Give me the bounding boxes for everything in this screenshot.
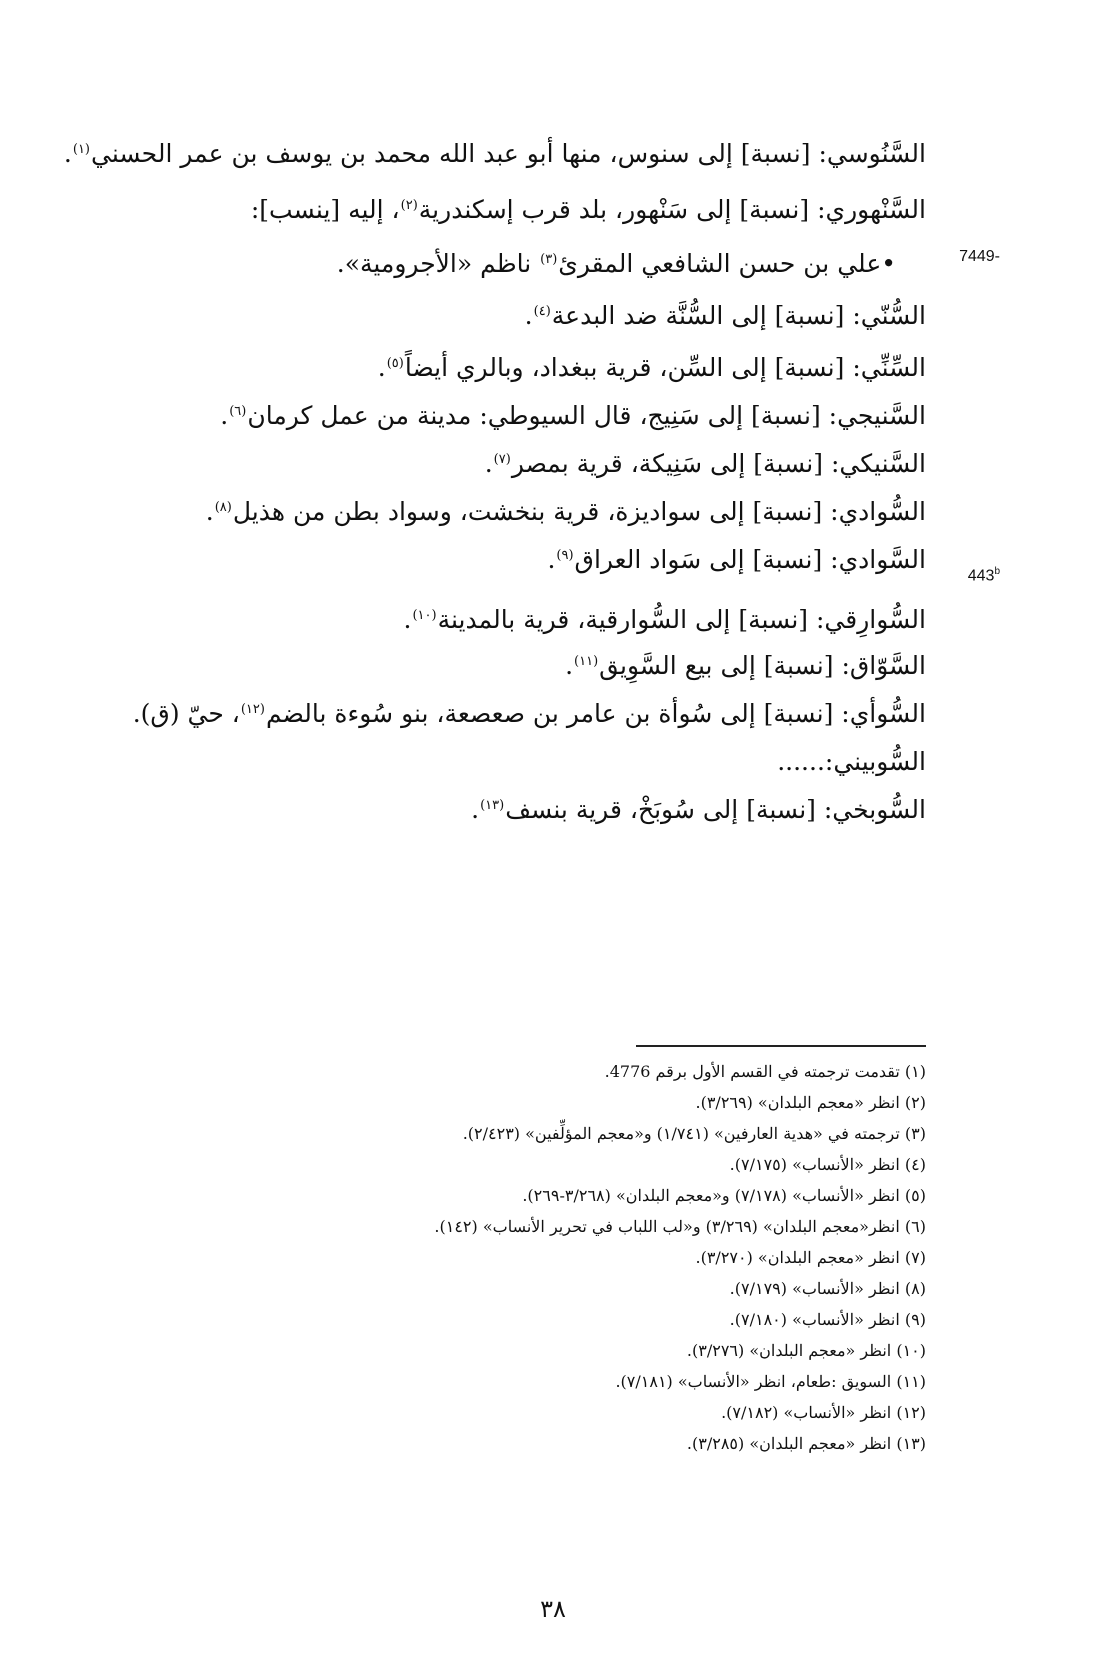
entry-sawwaq: السَّوّاق: [نسبة] إلى بيع السَّوِيق$^{(١١)}$.: [565, 651, 926, 680]
entry-sinni: السِّنِّي: [نسبة] إلى السِّن، قرية ببغداد، وبالري أيضاً$^{(٥)}$.: [377, 353, 926, 382]
entry-sanhuri: السَّنْهوري: [نسبة] إلى سَنْهور، بلد قرب إسكندرية$^{(٢)}$، إليه [ينسب]:: [250, 195, 926, 224]
entry-subini: السُّوبيني:......: [777, 747, 926, 776]
entry-sunni: السُّنّي: [نسبة] إلى السُّنَّة ضد البدعة$^{(٤)}$.: [524, 301, 926, 330]
entry-suwadi: السُّوادي: [نسبة] إلى سواديزة، قرية بنخشت، وسواد بطن من هذيل$^{(٨)}$.: [205, 497, 926, 526]
footnote-5: (٥) انظر «الأنساب» (٧/١٧٨) و«معجم البلدان» (٣/٢٦٨-٢٦٩).: [522, 1186, 926, 1205]
footnote-6: (٦) انظر«معجم البلدان» (٣/٢٦٩) و«لب اللباب في تحرير الأنساب» (١٤٢).: [434, 1217, 926, 1236]
footnote-3: (٣) ترجمته في «هدية العارفين» (١/٧٤١) و«معجم المؤلِّفين» (٢/٤٢٣).: [462, 1124, 926, 1143]
entry-ali-bin-hasan: •علي بن حسن الشافعي المقرئ$^{(٣)}$ ناظم «الأجرومية».: [336, 249, 896, 278]
entry-number-marker: 7449-: [959, 248, 1000, 265]
page-number: ٣٨: [540, 1595, 566, 1623]
footnote-1: (١) تقدمت ترجمته في القسم الأول برقم 4776.: [604, 1062, 926, 1081]
footnote-11: (١١) السويق :طعام، انظر «الأنساب» (٧/١٨١).: [615, 1372, 926, 1391]
entry-saniki: السَّنيكي: [نسبة] إلى سَنِيكة، قرية بمصر$^{(٧)}$.: [484, 449, 926, 478]
footnote-2: (٢) انظر «معجم البلدان» (٣/٢٦٩).: [695, 1093, 926, 1112]
entry-subakhi: السُّوبخي: [نسبة] إلى سُوبَخْ، قرية بنسف$^{(١٣)}$.: [471, 795, 926, 824]
footnote-10: (١٠) انظر «معجم البلدان» (٣/٢٧٦).: [686, 1341, 926, 1360]
footnote-12: (١٢) انظر «الأنساب» (٧/١٨٢).: [721, 1403, 926, 1422]
footnote-separator: [636, 1045, 926, 1047]
entry-sawadi: السَّوادي: [نسبة] إلى سَواد العراق$^{(٩)}$.: [547, 545, 926, 574]
footnote-13: (١٣) انظر «معجم البلدان» (٣/٢٨٥).: [686, 1434, 926, 1453]
footnote-9: (٩) انظر «الأنساب» (٧/١٨٠).: [729, 1310, 926, 1329]
leaf-marker: 443$^b$: [967, 566, 1000, 585]
footnote-7: (٧) انظر «معجم البلدان» (٣/٢٧٠).: [695, 1248, 926, 1267]
footnote-4: (٤) انظر «الأنساب» (٧/١٧٥).: [729, 1155, 926, 1174]
entry-sanusi: السَّنُوسي: [نسبة] إلى سنوس، منها أبو عبد الله محمد بن يوسف بن عمر الحسني$^{(١)}$.: [63, 139, 926, 168]
entry-saniji: السَّنيجي: [نسبة] إلى سَنِيج، قال السيوطي: مدينة من عمل كرمان$^{(٦)}$.: [220, 401, 926, 430]
entry-suai: السُّوأي: [نسبة] إلى سُوأة بن عامر بن صعصعة، بنو سُوءة بالضم$^{(١٢)}$، حيّ (ق).: [132, 699, 926, 728]
footnote-8: (٨) انظر «الأنساب» (٧/١٧٩).: [729, 1279, 926, 1298]
entry-suwariqi: السُّوارِقي: [نسبة] إلى السُّوارقية، قرية بالمدينة$^{(١٠)}$.: [403, 605, 926, 634]
